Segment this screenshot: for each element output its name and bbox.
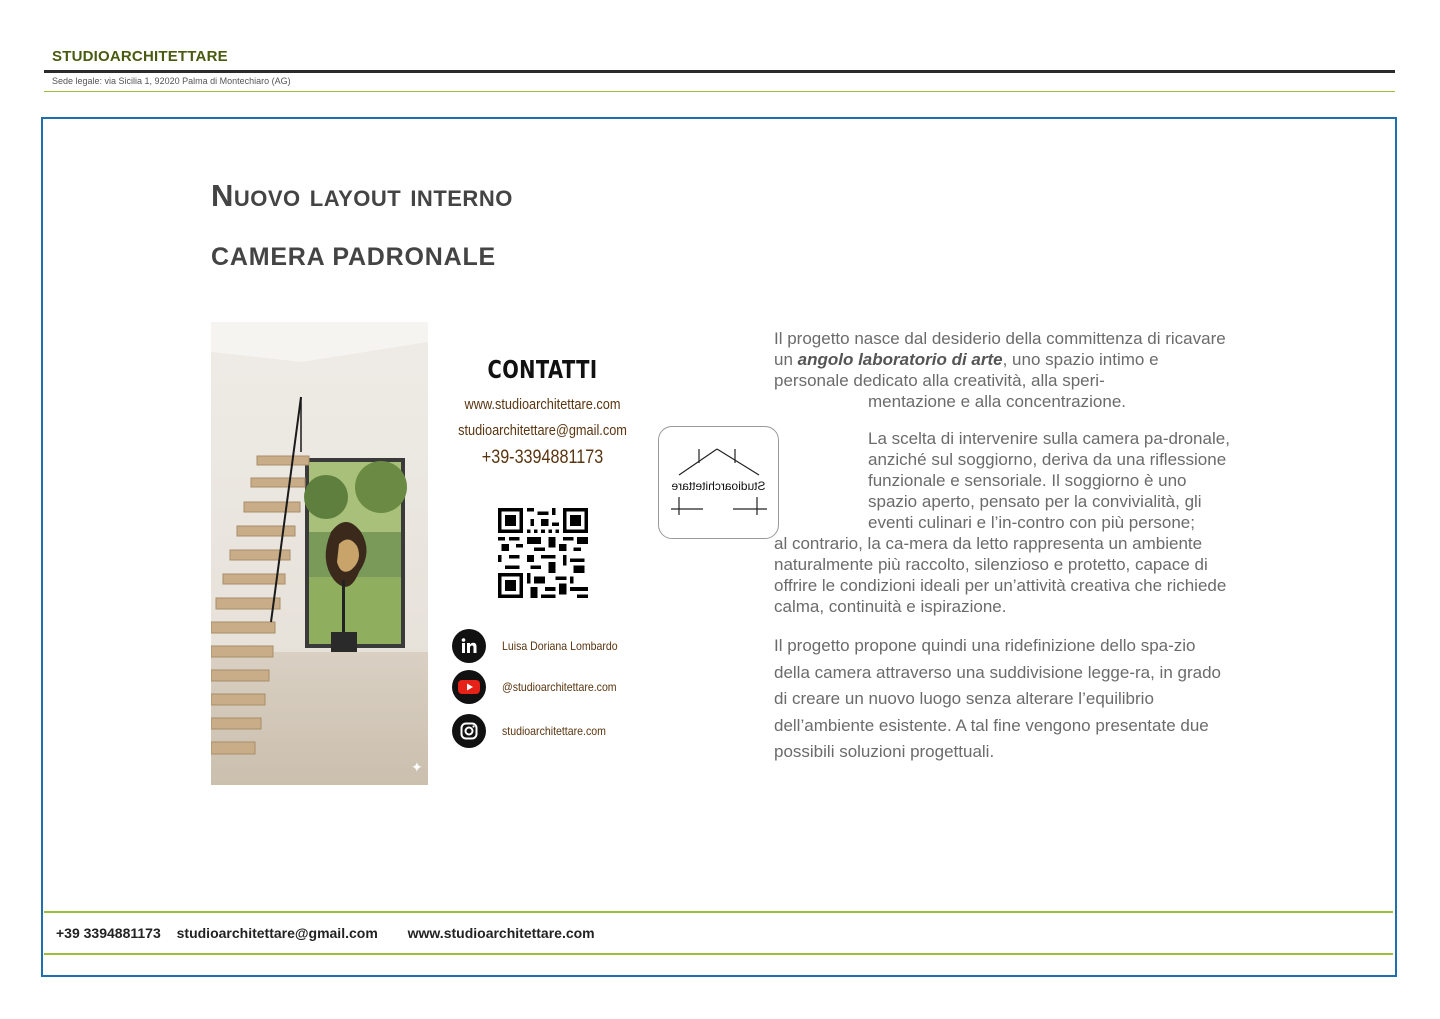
page-title: Nuovo layout interno bbox=[211, 178, 513, 213]
emphasis-text: angolo laboratorio di arte bbox=[797, 350, 1003, 369]
header-rule bbox=[44, 70, 1395, 73]
contacts-title: CONTATTI bbox=[487, 355, 598, 384]
paragraph-1-end: mentazione e alla concentrazione. bbox=[868, 392, 1126, 411]
footer-phone[interactable]: +39 3394881173 bbox=[56, 925, 161, 941]
social-youtube[interactable] bbox=[452, 668, 652, 706]
contacts-website[interactable]: www.studioarchitettare.com bbox=[464, 396, 621, 413]
footer-rule-top bbox=[44, 911, 1393, 913]
footer-website[interactable]: www.studioarchitettare.com bbox=[407, 925, 595, 941]
brand-name: STUDIOARCHITETTARE bbox=[52, 48, 228, 65]
contacts-phone[interactable]: +39-3394881173 bbox=[481, 447, 604, 468]
footer-contacts bbox=[56, 925, 607, 941]
paragraph-1: Il progetto nasce dal desiderio della committenza di ricavare un angolo laboratorio di arte, uno spazio intimo e personale dedicato alla creatività, alla speri- bbox=[774, 329, 1226, 390]
qr-code[interactable] bbox=[498, 508, 588, 598]
youtube-icon bbox=[452, 670, 486, 704]
paragraph-2a: La scelta di intervenire sulla camera pa-dronale, anziché sul soggiorno, deriva da una riflessione funzionale e sensoriale. Il soggiorno è uno spazio aperto, pensato per la convivialità, gli eventi culinari e l’in-contro con più persone; bbox=[868, 429, 1230, 532]
header-green-rule bbox=[44, 91, 1395, 92]
page-subtitle: CAMERA PADRONALE bbox=[211, 243, 497, 271]
logo-text: Studioarchitettare bbox=[671, 479, 766, 493]
footer-rule-bottom bbox=[44, 953, 1393, 955]
social-label: Luisa Doriana Lombardo bbox=[502, 639, 618, 653]
studio-logo bbox=[658, 426, 779, 539]
svg-text:✦: ✦ bbox=[411, 760, 423, 776]
instagram-icon bbox=[452, 714, 486, 748]
social-label: studioarchitettare.com bbox=[502, 724, 606, 738]
social-instagram[interactable] bbox=[452, 712, 652, 750]
contacts-email[interactable]: studioarchitettare@gmail.com bbox=[458, 422, 627, 439]
paragraph-3: Il progetto propone quindi una ridefinizione dello spa-zio della camera attraverso una suddivisione legge-ra, in grado di creare un nuovo luogo senza alterare l’equilibrio dell’ambiente esistente. A tal fine vengono presentate due possibili soluzioni progettuali. bbox=[774, 636, 1221, 761]
footer-email[interactable]: studioarchitettare@gmail.com bbox=[176, 925, 378, 941]
interior-photo bbox=[211, 322, 428, 785]
linkedin-icon bbox=[452, 629, 486, 663]
project-description bbox=[774, 328, 1234, 766]
legal-address: Sede legale: via Sicilia 1, 92020 Palma di Montechiaro (AG) bbox=[52, 76, 291, 86]
contacts-card bbox=[440, 355, 645, 469]
social-label: @studioarchitettare.com bbox=[502, 680, 617, 694]
social-linkedin[interactable] bbox=[452, 627, 652, 665]
paragraph-2b: al contrario, la ca-mera da letto rappresenta un ambiente naturalmente più raccolto, silenzioso e protetto, capace di offrire le condizioni ideali per un’attività creativa che richiede calma, continuità e ispirazione. bbox=[774, 534, 1227, 616]
